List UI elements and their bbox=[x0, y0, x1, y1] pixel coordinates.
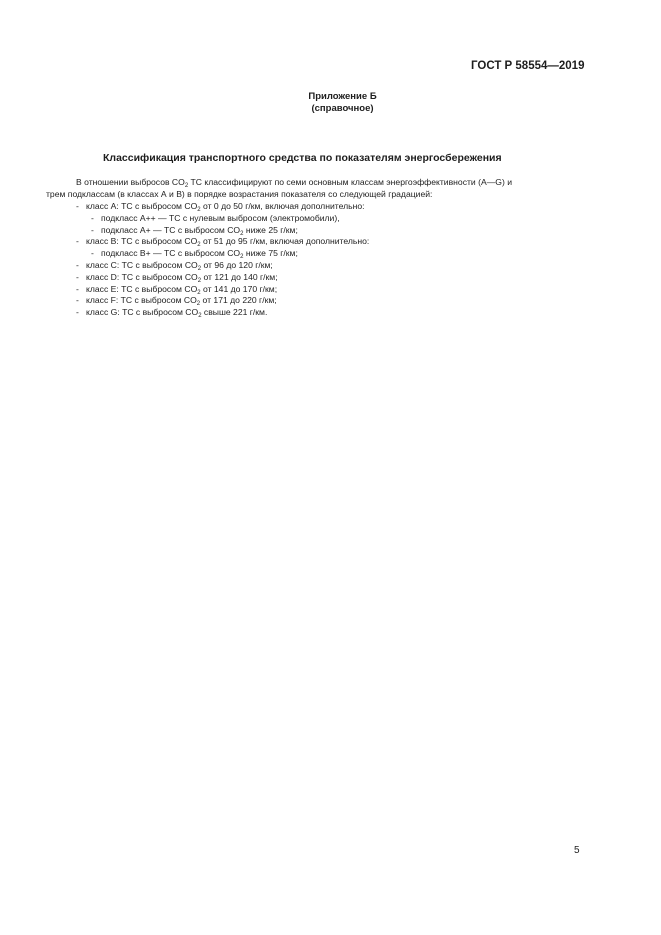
list-item-subclass bbox=[91, 248, 298, 261]
subscript: 2 bbox=[240, 230, 244, 237]
text-segment: В отношении выбросов CO bbox=[76, 177, 185, 187]
text-segment: подкласс В+ — ТС с выбросом CO bbox=[101, 248, 241, 259]
list-item-class bbox=[76, 272, 278, 282]
subscript: 2 bbox=[197, 242, 201, 249]
paragraph-line-2: трем подклассам (в классах А и В) в порядке возрастания показателя со следующей градацией: bbox=[46, 189, 433, 199]
bullet-dash: - bbox=[91, 248, 94, 259]
subscript: 2 bbox=[184, 183, 189, 189]
subscript: 2 bbox=[197, 289, 201, 296]
subscript: 2 bbox=[197, 207, 201, 213]
section-title: Классификация транспортного средства по показателям энергосбережения bbox=[103, 152, 502, 164]
annex-heading bbox=[0, 91, 661, 115]
bullet-dash: - bbox=[76, 201, 79, 211]
bullet-dash: - bbox=[76, 260, 79, 270]
subscript: 2 bbox=[198, 313, 202, 320]
paragraph-line-1 bbox=[76, 177, 512, 189]
text-segment: класс G: ТС с выбросом CO bbox=[86, 307, 199, 318]
text-segment: от 171 до 220 г/км; bbox=[200, 295, 277, 306]
text-segment: класс Е: ТС с выбросом CO bbox=[86, 283, 198, 294]
page-number: 5 bbox=[574, 845, 580, 856]
bullet-dash: - bbox=[76, 236, 79, 247]
list-item-subclass bbox=[91, 225, 298, 235]
list-item-class bbox=[76, 284, 277, 294]
text-segment: класс А: ТС с выбросом CO bbox=[86, 201, 198, 211]
subscript: 2 bbox=[196, 301, 201, 308]
list-item-class bbox=[76, 295, 277, 308]
text-segment: от 96 до 120 г/км; bbox=[201, 260, 273, 270]
bullet-dash: - bbox=[76, 271, 79, 282]
text-segment: подкласс А+ — ТС с выбросом CO bbox=[101, 224, 241, 235]
text-segment: от 121 до 140 г/км; bbox=[201, 271, 278, 282]
list-item-class bbox=[76, 260, 273, 270]
annex-title: Приложение Б bbox=[308, 91, 377, 102]
text-segment: ниже 75 г/км; bbox=[243, 248, 298, 259]
text-segment: класс С: ТС с выбросом CO bbox=[86, 260, 198, 270]
bullet-dash: - bbox=[76, 295, 79, 306]
list-item-subclass bbox=[91, 213, 340, 223]
bullet-dash: - bbox=[76, 283, 79, 294]
text-segment: ТС классифицируют по семи основным классам энергоэффективности (А—G) и bbox=[188, 177, 513, 187]
text-segment: класс F: ТС с выбросом CO bbox=[86, 295, 197, 306]
text-segment: ниже 25 г/км; bbox=[243, 224, 298, 235]
standard-number: ГОСТ Р 58554—2019 bbox=[471, 60, 585, 72]
subscript: 2 bbox=[240, 254, 244, 261]
subscript: 2 bbox=[197, 277, 202, 284]
bullet-dash: - bbox=[91, 224, 94, 235]
text-segment: класс В: ТС с выбросом CO bbox=[86, 236, 198, 247]
text-segment: подкласс А++ — ТС с нулевым выбросом (электромобили), bbox=[101, 212, 340, 223]
text-segment: от 51 до 95 г/км, включая дополнительно: bbox=[200, 236, 370, 247]
text-segment: от 141 до 170 г/км; bbox=[200, 283, 278, 294]
text-segment: класс D: ТС с выбросом CO bbox=[86, 271, 198, 282]
annex-subtitle: (справочное) bbox=[311, 103, 374, 114]
list-item-class bbox=[76, 307, 268, 320]
bullet-dash: - bbox=[91, 212, 94, 223]
bullet-dash: - bbox=[76, 307, 79, 318]
text-segment: свыше 221 г/км. bbox=[201, 307, 268, 318]
subscript: 2 bbox=[197, 266, 202, 272]
text-segment: от 0 до 50 г/км, включая дополнительно: bbox=[200, 201, 365, 211]
list-item-class bbox=[76, 201, 364, 211]
list-item-class bbox=[76, 236, 370, 249]
